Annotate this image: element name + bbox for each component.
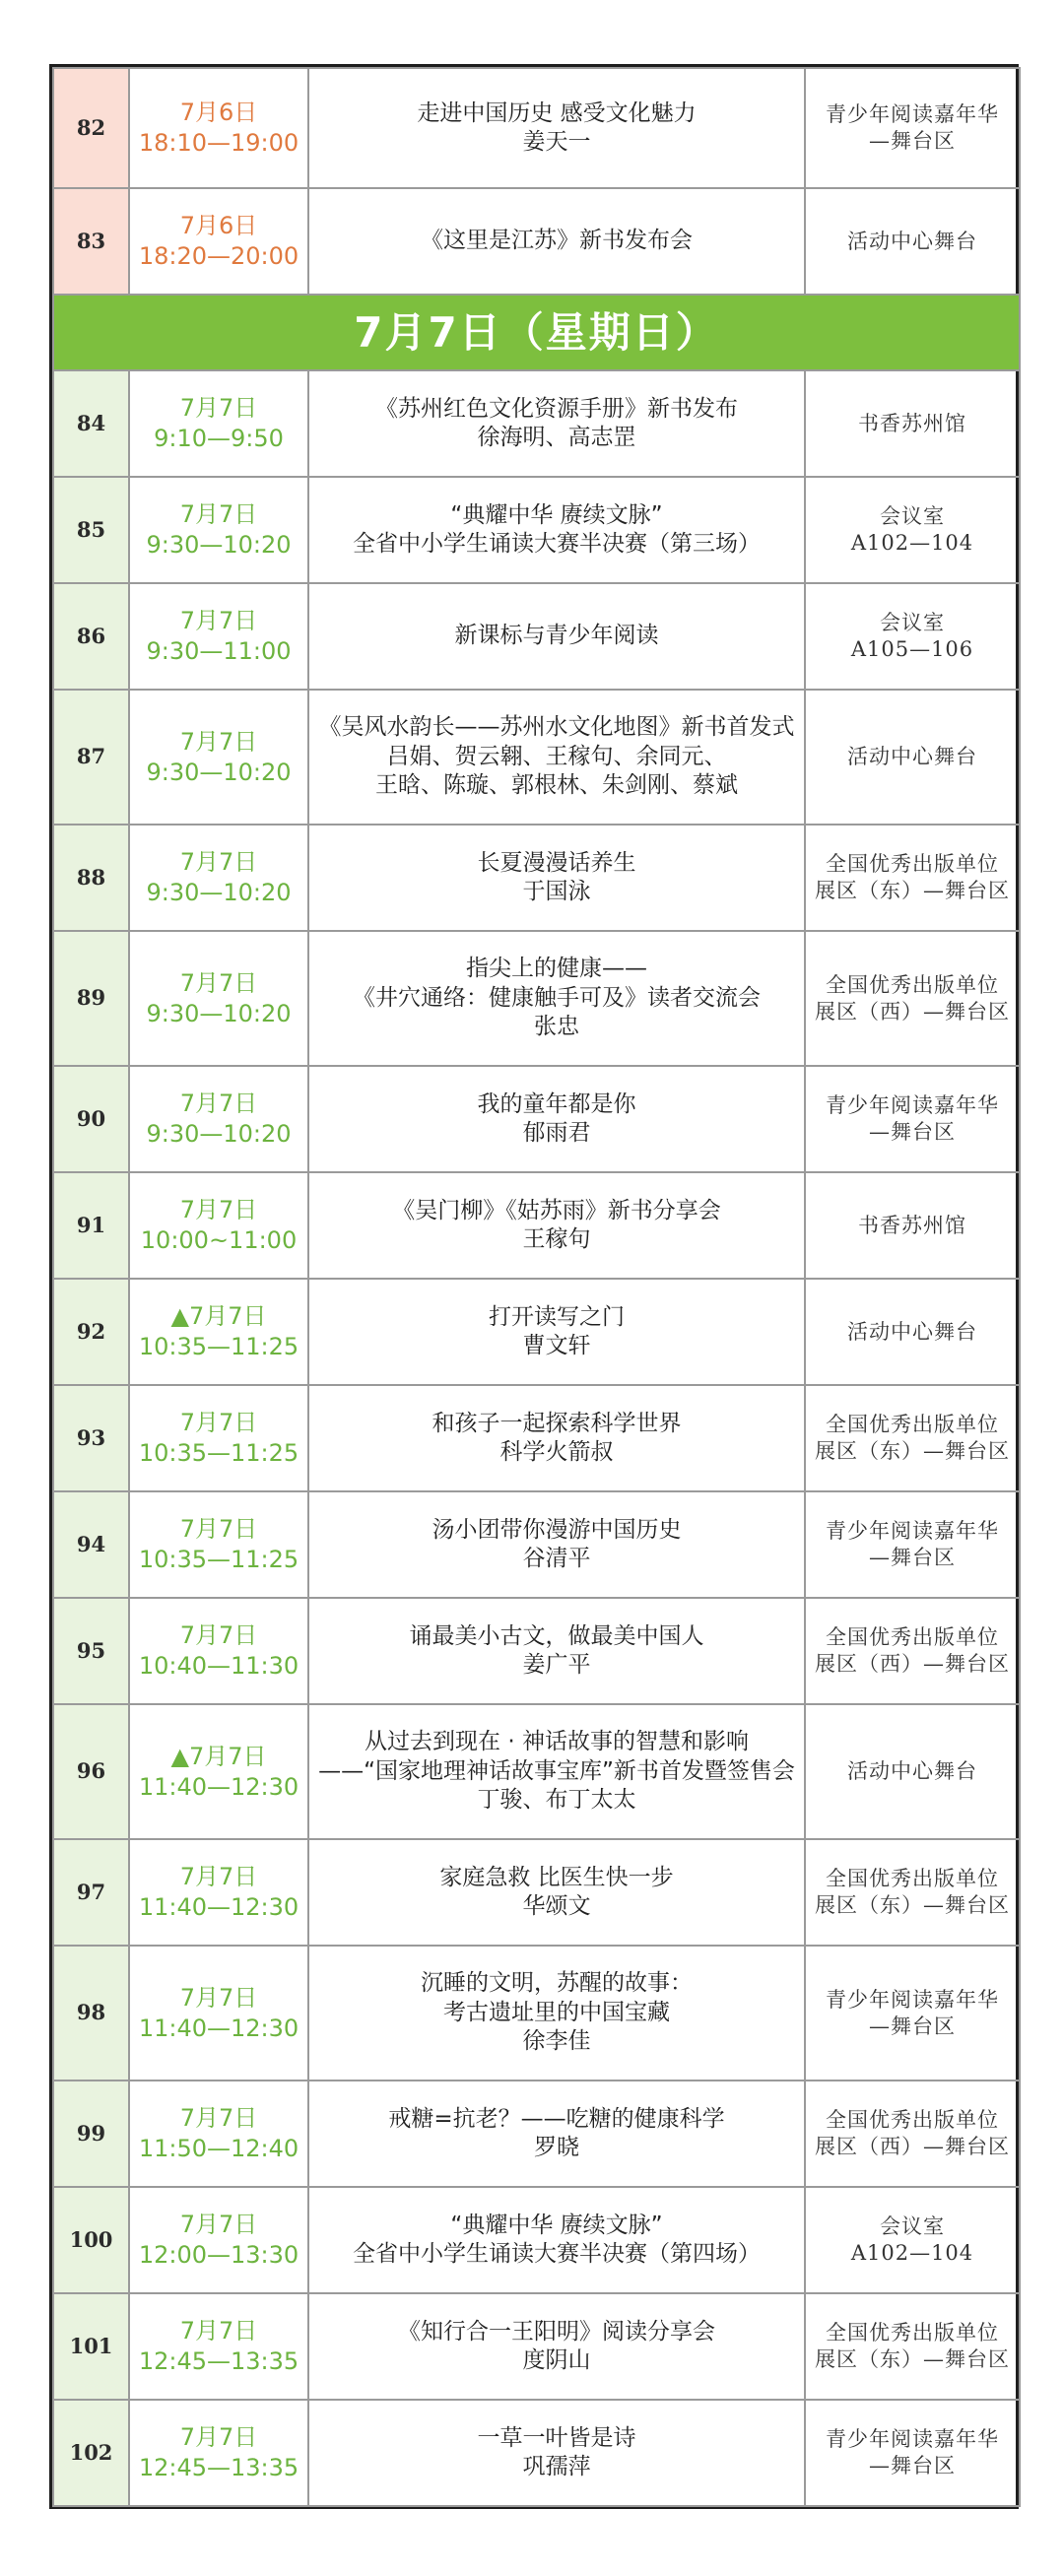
time-range: 9:30—10:20	[146, 1120, 292, 1148]
table-row	[53, 1066, 1020, 1172]
event-line: 诵最美小古文，做最美中国人	[409, 1622, 704, 1649]
event-line: 全省中小学生诵读大赛半决赛（第四场）	[353, 2241, 761, 2267]
event-line: 一草一叶皆是诗	[477, 2424, 636, 2451]
event-line: 《知行合一王阳明》阅读分享会	[398, 2318, 715, 2345]
time-range: 11:40—12:30	[138, 1772, 299, 1801]
time-range: 10:35—11:25	[138, 1546, 299, 1573]
venue-line: 全国优秀出版单位	[826, 1625, 999, 1650]
table-row	[53, 1704, 1020, 1839]
table-row	[53, 931, 1020, 1066]
table-row	[53, 825, 1020, 931]
table-row	[53, 1839, 1020, 1946]
event-cell	[308, 1704, 805, 1839]
row-number: 89	[53, 931, 129, 1066]
venue-cell	[805, 1598, 1020, 1704]
row-number: 101	[53, 2293, 129, 2400]
table-row	[53, 1946, 1020, 2081]
time-range: 11:40—12:30	[138, 2014, 299, 2042]
venue-line: 展区（东）—舞台区	[815, 1893, 1010, 1917]
event-line: 《吴风水韵长——苏州水文化地图》新书首发式	[318, 714, 795, 741]
time-cell	[129, 68, 308, 188]
venue-cell	[805, 1066, 1020, 1172]
venue-line: 青少年阅读嘉年华	[826, 2427, 999, 2452]
venue-line: —舞台区	[869, 1546, 956, 1569]
venue-cell	[805, 1946, 1020, 2081]
date-text: 7月7日	[179, 1863, 258, 1891]
event-line: “典耀中华 赓续文脉”	[450, 501, 663, 528]
event-line: 张忠	[534, 1014, 579, 1040]
row-number: 90	[53, 1066, 129, 1172]
event-line: 徐海明、高志罡	[477, 425, 636, 450]
time-cell	[129, 1066, 308, 1172]
venue-cell	[805, 2293, 1020, 2400]
table-row	[53, 370, 1020, 477]
row-number: 100	[53, 2187, 129, 2293]
event-line: 姜广平	[522, 1652, 591, 1678]
event-line: 郁雨君	[522, 1120, 591, 1146]
table-row	[53, 690, 1020, 825]
venue-cell	[805, 931, 1020, 1066]
venue-cell	[805, 370, 1020, 477]
table-row	[53, 188, 1020, 295]
date-text: 7月7日	[179, 1515, 258, 1544]
event-line: 于国泳	[522, 879, 591, 904]
event-line: 从过去到现在 · 神话故事的智慧和影响	[365, 1729, 749, 1755]
venue-line: A102—104	[850, 531, 974, 555]
event-line: 王晗、陈璇、郭根林、朱剑刚、蔡斌	[375, 772, 738, 799]
venue-cell	[805, 1704, 1020, 1839]
venue-line: 青少年阅读嘉年华	[826, 1987, 999, 2012]
venue-line: 会议室	[880, 2214, 945, 2239]
date-text: ▲7月7日	[170, 1302, 267, 1331]
time-range: 9:30—10:20	[146, 879, 292, 906]
event-cell	[308, 1385, 805, 1491]
date-text: 7月7日	[179, 848, 258, 877]
time-range: 9:30—10:20	[146, 531, 292, 559]
time-range: 10:35—11:25	[138, 1439, 299, 1467]
event-line: 王稼句	[522, 1226, 591, 1252]
rows-july7	[53, 370, 1020, 2506]
venue-cell	[805, 68, 1020, 188]
event-line: 走进中国历史 感受文化魅力	[417, 99, 697, 126]
event-line: 打开读写之门	[489, 1303, 625, 1330]
time-cell	[129, 188, 308, 295]
time-cell	[129, 2293, 308, 2400]
time-range: 9:30—10:20	[146, 758, 292, 786]
event-line: 《吴门柳》《姑苏雨》新书分享会	[392, 1197, 721, 1223]
event-line: 汤小团带你漫游中国历史	[432, 1516, 682, 1543]
event-cell	[308, 1066, 805, 1172]
event-line: 《井穴通络：健康触手可及》读者交流会	[353, 984, 761, 1011]
row-number: 97	[53, 1839, 129, 1946]
time-range: 10:35—11:25	[138, 1333, 299, 1360]
time-cell	[129, 690, 308, 825]
table-row	[53, 2187, 1020, 2293]
table-row	[53, 2400, 1020, 2506]
event-cell	[308, 2293, 805, 2400]
venue-line: 活动中心舞台	[847, 745, 977, 769]
venue-line: A102—104	[850, 2241, 974, 2265]
date-text: 7月7日	[179, 2317, 258, 2345]
event-line: 度阴山	[522, 2347, 591, 2373]
venue-cell	[805, 690, 1020, 825]
time-range: 12:45—13:35	[138, 2454, 299, 2481]
row-number: 93	[53, 1385, 129, 1491]
time-range: 10:00~11:00	[140, 1226, 298, 1254]
venue-line: 青少年阅读嘉年华	[826, 1093, 999, 1118]
row-number: 87	[53, 690, 129, 825]
row-number: 84	[53, 370, 129, 477]
venue-line: 青少年阅读嘉年华	[826, 102, 999, 127]
day-header: 7月7日（星期日）	[53, 295, 1020, 370]
table-row	[53, 1491, 1020, 1598]
date-text: 7月7日	[179, 1090, 258, 1118]
event-cell	[308, 1172, 805, 1279]
time-cell	[129, 1598, 308, 1704]
event-line: 沉睡的文明，苏醒的故事：	[421, 1970, 693, 1997]
event-line: 徐李佳	[522, 2028, 591, 2055]
venue-line: —舞台区	[869, 2014, 956, 2038]
row-number: 95	[53, 1598, 129, 1704]
venue-line: —舞台区	[869, 129, 956, 153]
time-cell	[129, 1946, 308, 2081]
time-cell	[129, 370, 308, 477]
event-cell	[308, 1279, 805, 1385]
event-cell	[308, 583, 805, 690]
time-cell	[129, 931, 308, 1066]
time-cell	[129, 583, 308, 690]
time-cell	[129, 1279, 308, 1385]
venue-cell	[805, 2400, 1020, 2506]
event-line: “典耀中华 赓续文脉”	[450, 2212, 663, 2238]
event-line: 姜天一	[522, 129, 591, 155]
venue-line: 书香苏州馆	[858, 1213, 966, 1237]
event-cell	[308, 1491, 805, 1598]
event-line: 谷清平	[522, 1546, 591, 1571]
venue-cell	[805, 583, 1020, 690]
venue-line: 会议室	[880, 504, 945, 529]
event-line: 和孩子一起探索科学世界	[432, 1410, 682, 1436]
event-line: 丁骏、布丁太太	[477, 1787, 636, 1814]
table-row	[53, 583, 1020, 690]
table-row	[53, 1172, 1020, 1279]
venue-line: 会议室	[880, 611, 945, 635]
row-number: 85	[53, 477, 129, 583]
venue-line: 全国优秀出版单位	[826, 852, 999, 877]
venue-cell	[805, 1839, 1020, 1946]
event-line: 家庭急救 比医生快一步	[439, 1864, 674, 1890]
row-number: 82	[53, 68, 129, 188]
venue-line: 全国优秀出版单位	[826, 972, 999, 997]
event-line: 华颂文	[522, 1893, 591, 1919]
event-cell	[308, 477, 805, 583]
event-cell	[308, 370, 805, 477]
event-line: 《苏州红色文化资源手册》新书发布	[375, 395, 738, 422]
time-cell	[129, 1491, 308, 1598]
time-range: 9:30—11:00	[146, 637, 292, 665]
date-text: 7月6日	[179, 212, 258, 240]
venue-line: —舞台区	[869, 2454, 956, 2477]
date-text: 7月7日	[179, 500, 258, 529]
day-header-row	[53, 295, 1020, 370]
time-range: 11:50—12:40	[138, 2135, 299, 2162]
event-line: 考古遗址里的中国宝藏	[443, 1999, 670, 2025]
venue-line: 展区（西）—舞台区	[815, 1652, 1010, 1676]
date-text: 7月7日	[179, 394, 258, 423]
venue-line: 全国优秀出版单位	[826, 1867, 999, 1891]
row-number: 83	[53, 188, 129, 295]
time-cell	[129, 1385, 308, 1491]
time-cell	[129, 477, 308, 583]
venue-cell	[805, 1385, 1020, 1491]
row-number: 86	[53, 583, 129, 690]
rows-july6	[53, 68, 1020, 295]
date-text: 7月7日	[179, 607, 258, 635]
event-line: 指尖上的健康——	[466, 956, 647, 982]
venue-line: 展区（东）—舞台区	[815, 1439, 1010, 1463]
row-number: 92	[53, 1279, 129, 1385]
date-text: 7月7日	[179, 1621, 258, 1650]
event-cell	[308, 68, 805, 188]
venue-cell	[805, 2187, 1020, 2293]
venue-cell	[805, 1279, 1020, 1385]
row-number: 96	[53, 1704, 129, 1839]
event-line: 科学火箭叔	[499, 1439, 614, 1465]
time-range: 18:20—20:00	[138, 242, 299, 270]
row-number: 94	[53, 1491, 129, 1598]
event-cell	[308, 188, 805, 295]
row-number: 102	[53, 2400, 129, 2506]
time-range: 9:30—10:20	[146, 999, 292, 1027]
table-row	[53, 68, 1020, 188]
event-line: 戒糖=抗老？——吃糖的健康科学	[388, 2105, 725, 2132]
venue-line: 展区（西）—舞台区	[815, 999, 1010, 1024]
venue-cell	[805, 477, 1020, 583]
schedule-table	[52, 67, 1021, 2507]
time-cell	[129, 1704, 308, 1839]
table-row	[53, 2293, 1020, 2400]
date-text: 7月7日	[179, 1983, 258, 2012]
date-text: 7月7日	[179, 1196, 258, 1224]
venue-line: 展区（东）—舞台区	[815, 879, 1010, 902]
time-cell	[129, 825, 308, 931]
event-cell	[308, 1598, 805, 1704]
venue-cell	[805, 2081, 1020, 2187]
venue-cell	[805, 1491, 1020, 1598]
table-row	[53, 1385, 1020, 1491]
event-cell	[308, 825, 805, 931]
table-row	[53, 477, 1020, 583]
date-text: 7月7日	[179, 2104, 258, 2133]
date-text: 7月7日	[179, 1409, 258, 1437]
time-cell	[129, 1172, 308, 1279]
table-row	[53, 1279, 1020, 1385]
venue-line: 活动中心舞台	[847, 1759, 977, 1784]
time-range: 12:45—13:35	[138, 2347, 299, 2375]
venue-cell	[805, 1172, 1020, 1279]
venue-line: 活动中心舞台	[847, 229, 977, 253]
time-cell	[129, 1839, 308, 1946]
time-cell	[129, 2081, 308, 2187]
time-cell	[129, 2400, 308, 2506]
row-number: 98	[53, 1946, 129, 2081]
time-range: 9:10—9:50	[154, 425, 284, 452]
time-range: 11:40—12:30	[138, 1893, 299, 1921]
table-row	[53, 1598, 1020, 1704]
row-number: 88	[53, 825, 129, 931]
date-text: 7月7日	[179, 968, 258, 997]
event-line: 长夏漫漫话养生	[477, 849, 636, 876]
event-line: 全省中小学生诵读大赛半决赛（第三场）	[353, 531, 761, 557]
time-range: 12:00—13:30	[138, 2241, 299, 2269]
venue-line: 书香苏州馆	[858, 411, 966, 435]
event-line: 新课标与青少年阅读	[454, 623, 659, 649]
event-line: 我的童年都是你	[477, 1090, 636, 1117]
event-line: 《这里是江苏》新书发布会	[421, 228, 693, 254]
event-line: 罗晓	[534, 2135, 579, 2160]
row-number: 91	[53, 1172, 129, 1279]
venue-line: 青少年阅读嘉年华	[826, 1519, 999, 1544]
time-range: 18:10—19:00	[138, 129, 299, 157]
venue-line: 展区（东）—舞台区	[815, 2347, 1010, 2371]
date-text: 7月7日	[179, 727, 258, 756]
date-text: ▲7月7日	[170, 1742, 267, 1770]
row-number: 99	[53, 2081, 129, 2187]
date-text: 7月6日	[179, 99, 258, 127]
date-text: 7月7日	[179, 2211, 258, 2239]
event-line: 巩孺萍	[522, 2454, 591, 2479]
event-line: 吕娟、贺云翱、王稼句、余同元、	[386, 743, 727, 769]
venue-line: —舞台区	[869, 1120, 956, 1144]
event-cell	[308, 931, 805, 1066]
day-header-section	[53, 295, 1020, 370]
event-cell	[308, 1839, 805, 1946]
schedule-sheet	[49, 64, 1019, 2509]
event-cell	[308, 2081, 805, 2187]
event-cell	[308, 2187, 805, 2293]
event-cell	[308, 2400, 805, 2506]
event-line: ——“国家地理神话故事宝库”新书首发暨签售会	[318, 1757, 795, 1784]
date-text: 7月7日	[179, 2423, 258, 2452]
event-cell	[308, 690, 805, 825]
venue-line: 全国优秀出版单位	[826, 2321, 999, 2345]
event-cell	[308, 1946, 805, 2081]
table-row	[53, 2081, 1020, 2187]
venue-cell	[805, 188, 1020, 295]
venue-cell	[805, 825, 1020, 931]
time-cell	[129, 2187, 308, 2293]
venue-line: 活动中心舞台	[847, 1319, 977, 1344]
venue-line: 全国优秀出版单位	[826, 2108, 999, 2133]
event-line: 曹文轩	[522, 1333, 591, 1358]
venue-line: A105—106	[850, 637, 974, 661]
venue-line: 展区（西）—舞台区	[815, 2135, 1010, 2158]
venue-line: 全国优秀出版单位	[826, 1413, 999, 1437]
time-range: 10:40—11:30	[138, 1652, 299, 1680]
